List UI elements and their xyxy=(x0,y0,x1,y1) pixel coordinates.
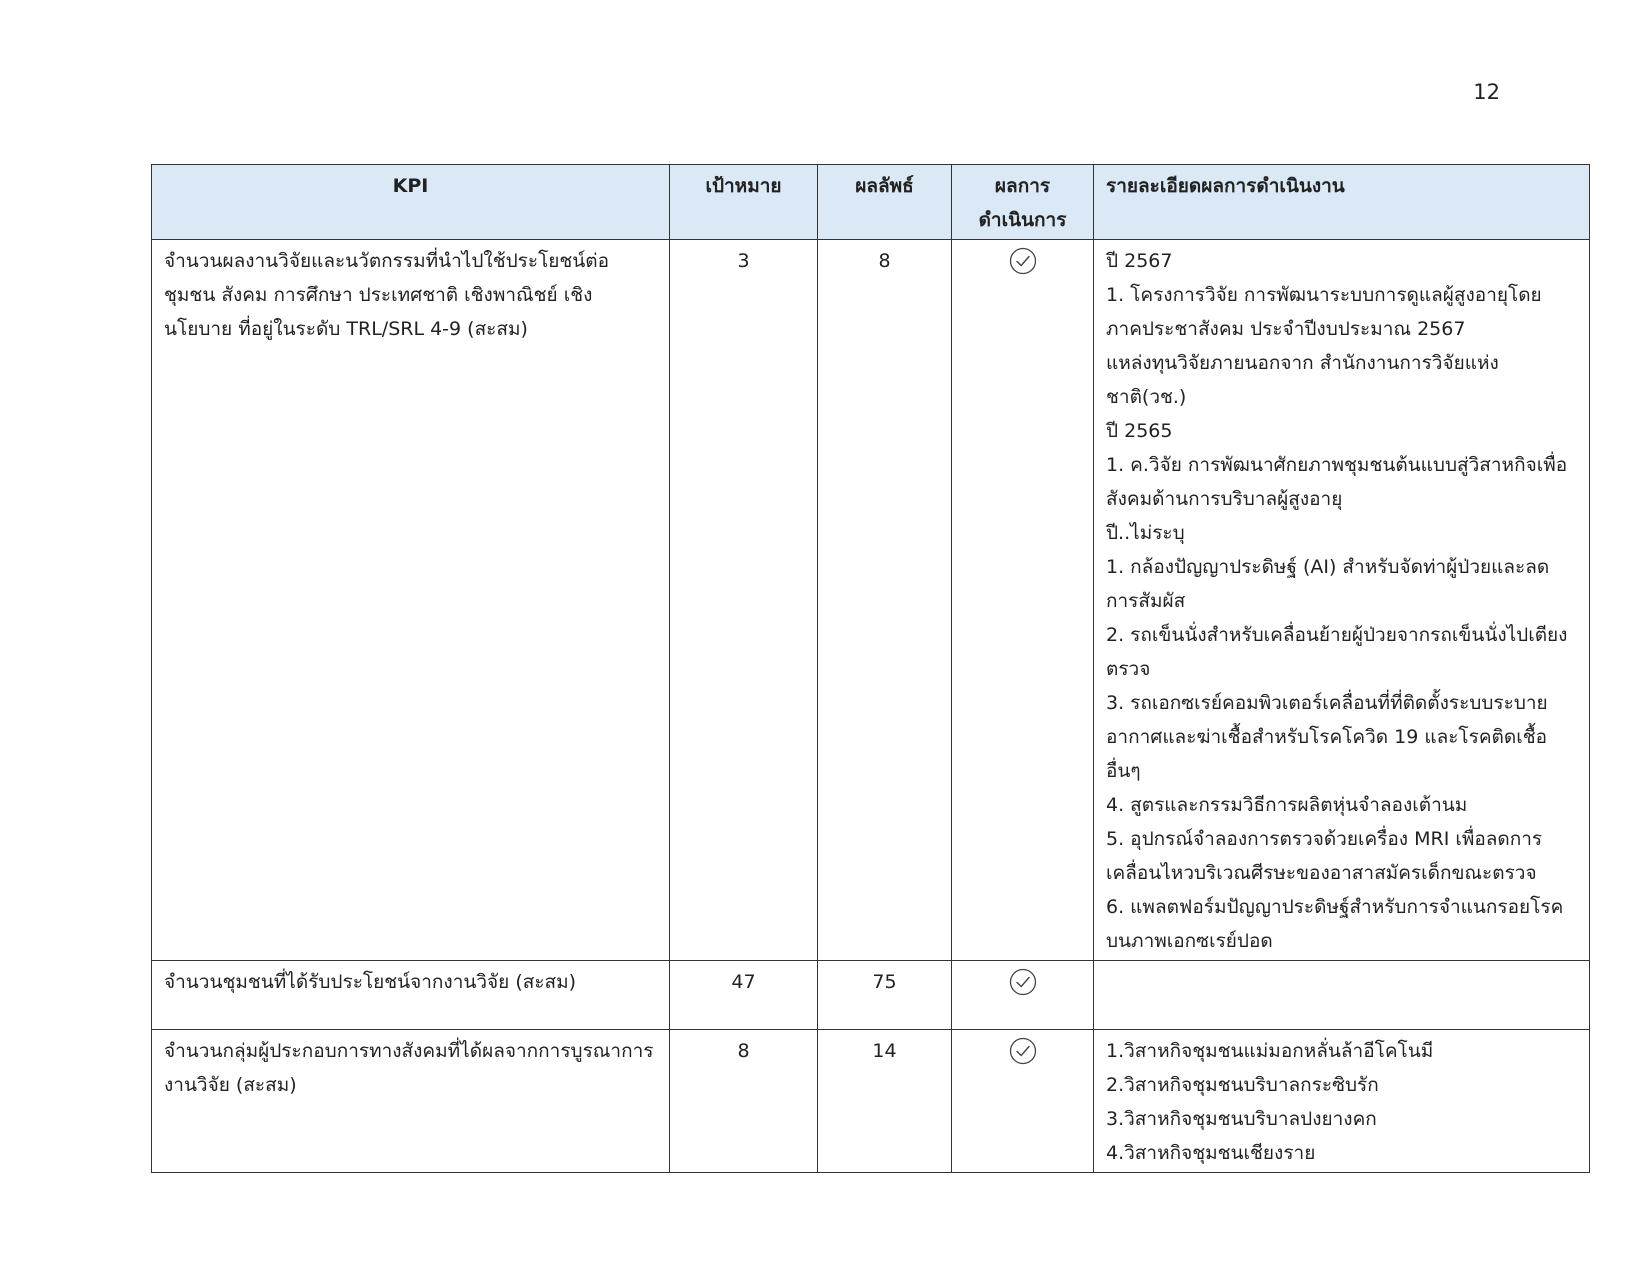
table-header-row xyxy=(152,165,1590,240)
detail-line: ปี 2567 xyxy=(1106,250,1173,272)
detail-line: 2. รถเข็นนั่งสำหรับเคลื่อนย้ายผู้ป่วยจากรถเข็นนั่งไปเตียงตรวจ xyxy=(1106,624,1568,680)
header-kpi: KPI xyxy=(152,165,670,240)
target-cell: 47 xyxy=(670,961,818,1030)
detail-line: 2.วิสาหกิจชุมชนบริบาลกระซิบรัก xyxy=(1106,1074,1379,1096)
result-cell: 8 xyxy=(818,240,952,961)
check-circle-icon xyxy=(1009,247,1037,275)
result-cell: 14 xyxy=(818,1030,952,1173)
status-cell xyxy=(952,1030,1094,1173)
header-target: เป้าหมาย xyxy=(670,165,818,240)
detail-line: 5. อุปกรณ์จำลองการตรวจด้วยเครื่อง MRI เพื่อลดการเคลื่อนไหวบริเวณศีรษะของอาสาสมัครเด็กขณะตรวจ xyxy=(1106,828,1543,884)
detail-line: 1.วิสาหกิจชุมชนแม่มอกหลั่นล้าอีโคโนมี xyxy=(1106,1040,1434,1062)
kpi-table xyxy=(151,164,1590,1173)
header-status-line1: ผลการ xyxy=(994,175,1051,197)
detail-line: 1. ค.วิจัย การพัฒนาศักยภาพชุมชนต้นแบบสู่วิสาหกิจเพื่อสังคมด้านการบริบาลผู้สูงอายุ xyxy=(1106,454,1568,510)
result-cell: 75 xyxy=(818,961,952,1030)
kpi-cell: จำนวนกลุ่มผู้ประกอบการทางสังคมที่ได้ผลจากการบูรณาการงานวิจัย (สะสม) xyxy=(152,1030,670,1173)
detail-line: ปี..ไม่ระบุ xyxy=(1106,522,1185,544)
target-cell: 3 xyxy=(670,240,818,961)
kpi-cell: จำนวนผลงานวิจัยและนวัตกรรมที่นำไปใช้ประโยชน์ต่อชุมชน สังคม การศึกษา ประเทศชาติ เชิงพาณิชย์ เชิงนโยบาย ที่อยู่ในระดับ TRL/SRL 4-9 (สะสม) xyxy=(152,240,670,961)
detail-line: 4.วิสาหกิจชุมชนเชียงราย xyxy=(1106,1142,1316,1164)
table-row xyxy=(152,961,1590,1030)
page-number: 12 xyxy=(1473,80,1500,104)
detail-line: 3. รถเอกซเรย์คอมพิวเตอร์เคลื่อนที่ที่ติดตั้งระบบระบายอากาศและฆ่าเชื้อสำหรับโรคโควิด 19 และโรคติดเชื้ออื่นๆ xyxy=(1106,692,1548,782)
status-cell xyxy=(952,961,1094,1030)
header-result: ผลลัพธ์ xyxy=(818,165,952,240)
detail-line: 4. สูตรและกรรมวิธีการผลิตหุ่นจำลองเต้านม xyxy=(1106,794,1468,816)
header-details: รายละเอียดผลการดำเนินงาน xyxy=(1094,165,1590,240)
check-circle-icon xyxy=(1009,1037,1037,1065)
kpi-cell: จำนวนชุมชนที่ได้รับประโยชน์จากงานวิจัย (สะสม) xyxy=(152,961,670,1030)
details-cell xyxy=(1094,240,1590,961)
table-row xyxy=(152,240,1590,961)
details-cell xyxy=(1094,1030,1590,1173)
header-status-line2: ดำเนินการ xyxy=(978,209,1067,231)
detail-line: แหล่งทุนวิจัยภายนอกจาก สำนักงานการวิจัยแห่งชาติ(วช.) xyxy=(1106,352,1499,408)
details-cell xyxy=(1094,961,1590,1030)
detail-line: ปี 2565 xyxy=(1106,420,1173,442)
detail-line: 6. แพลตฟอร์มปัญญาประดิษฐ์สำหรับการจำแนกรอยโรคบนภาพเอกซเรย์ปอด xyxy=(1106,896,1564,952)
header-status xyxy=(952,165,1094,240)
detail-line: 1. กล้องปัญญาประดิษฐ์ (AI) สำหรับจัดท่าผู้ป่วยและลดการสัมผัส xyxy=(1106,556,1550,612)
table-row xyxy=(152,1030,1590,1173)
status-cell xyxy=(952,240,1094,961)
check-circle-icon xyxy=(1009,968,1037,996)
target-cell: 8 xyxy=(670,1030,818,1173)
detail-line: 3.วิสาหกิจชุมชนบริบาลปงยางคก xyxy=(1106,1108,1377,1130)
detail-line: 1. โครงการวิจัย การพัฒนาระบบการดูแลผู้สูงอายุโดยภาคประชาสังคม ประจำปีงบประมาณ 2567 xyxy=(1106,284,1542,340)
